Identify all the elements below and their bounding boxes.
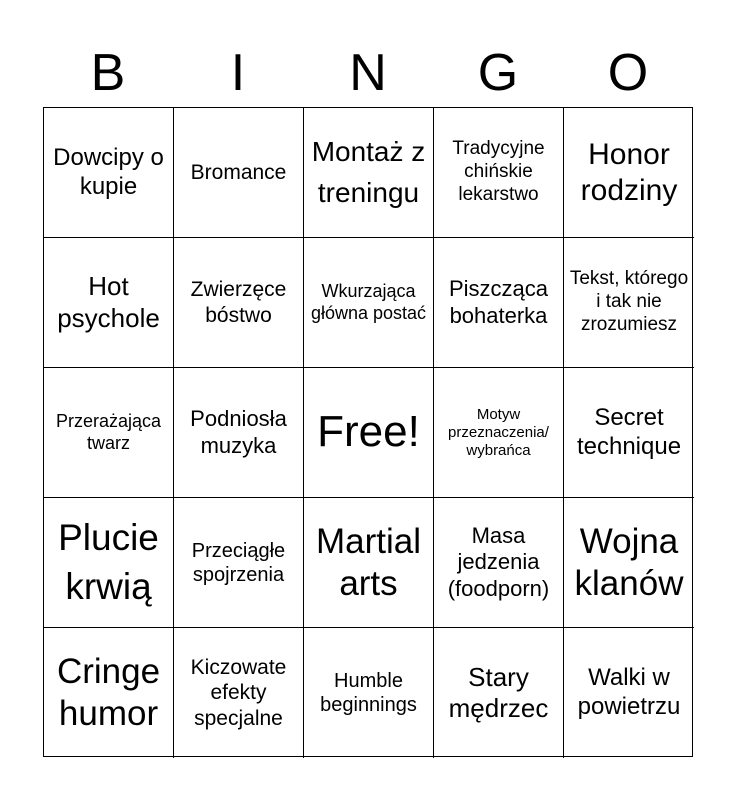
- bingo-cell[interactable]: Przeciągłe spojrzenia: [174, 498, 304, 628]
- bingo-cell[interactable]: Podniosła muzyka: [174, 368, 304, 498]
- bingo-cell[interactable]: Masa jedzenia (foodporn): [434, 498, 564, 628]
- bingo-cell[interactable]: Zwierzęce bóstwo: [174, 238, 304, 368]
- bingo-cell[interactable]: Honor rodziny: [564, 108, 694, 238]
- header-letter-i: I: [230, 44, 246, 102]
- bingo-cell[interactable]: Piszcząca bohaterka: [434, 238, 564, 368]
- bingo-cell[interactable]: Przerażająca twarz: [44, 368, 174, 498]
- bingo-cell[interactable]: Bromance: [174, 108, 304, 238]
- header-letter-g: G: [477, 44, 519, 102]
- bingo-cell[interactable]: Secret technique: [564, 368, 694, 498]
- bingo-cell[interactable]: Wkurzająca główna postać: [304, 238, 434, 368]
- header-letter-o: O: [607, 44, 649, 102]
- bingo-cell[interactable]: Martial arts: [304, 498, 434, 628]
- bingo-header: [43, 42, 693, 104]
- bingo-cell[interactable]: Dowcipy o kupie: [44, 108, 174, 238]
- bingo-cell[interactable]: Walki w powietrzu: [577, 664, 681, 720]
- bingo-cell[interactable]: Plucie krwią: [44, 498, 174, 628]
- header-letter-n: N: [349, 44, 387, 102]
- bingo-cell[interactable]: Stary mędrzec: [434, 628, 564, 758]
- bingo-cell[interactable]: Tekst, którego i tak nie zrozumiesz: [564, 238, 694, 368]
- bingo-cell[interactable]: Cringe humor: [44, 628, 174, 758]
- bingo-cell[interactable]: Montaż z treningu: [304, 108, 434, 238]
- header-letter-b: B: [90, 44, 126, 102]
- bingo-cell[interactable]: Wojna klanów: [564, 498, 694, 628]
- bingo-grid: [43, 107, 693, 757]
- free-space[interactable]: Free!: [304, 368, 434, 498]
- bingo-cell[interactable]: Tradycyjne chińskie lekarstwo: [434, 108, 564, 238]
- bingo-cell[interactable]: Kiczowate efekty specjalne: [174, 628, 304, 758]
- bingo-cell[interactable]: Hot psychole: [44, 238, 174, 368]
- bingo-cell[interactable]: Motyw przeznaczenia/ wybrańca: [434, 368, 564, 498]
- bingo-cell[interactable]: Humble beginnings: [304, 628, 434, 758]
